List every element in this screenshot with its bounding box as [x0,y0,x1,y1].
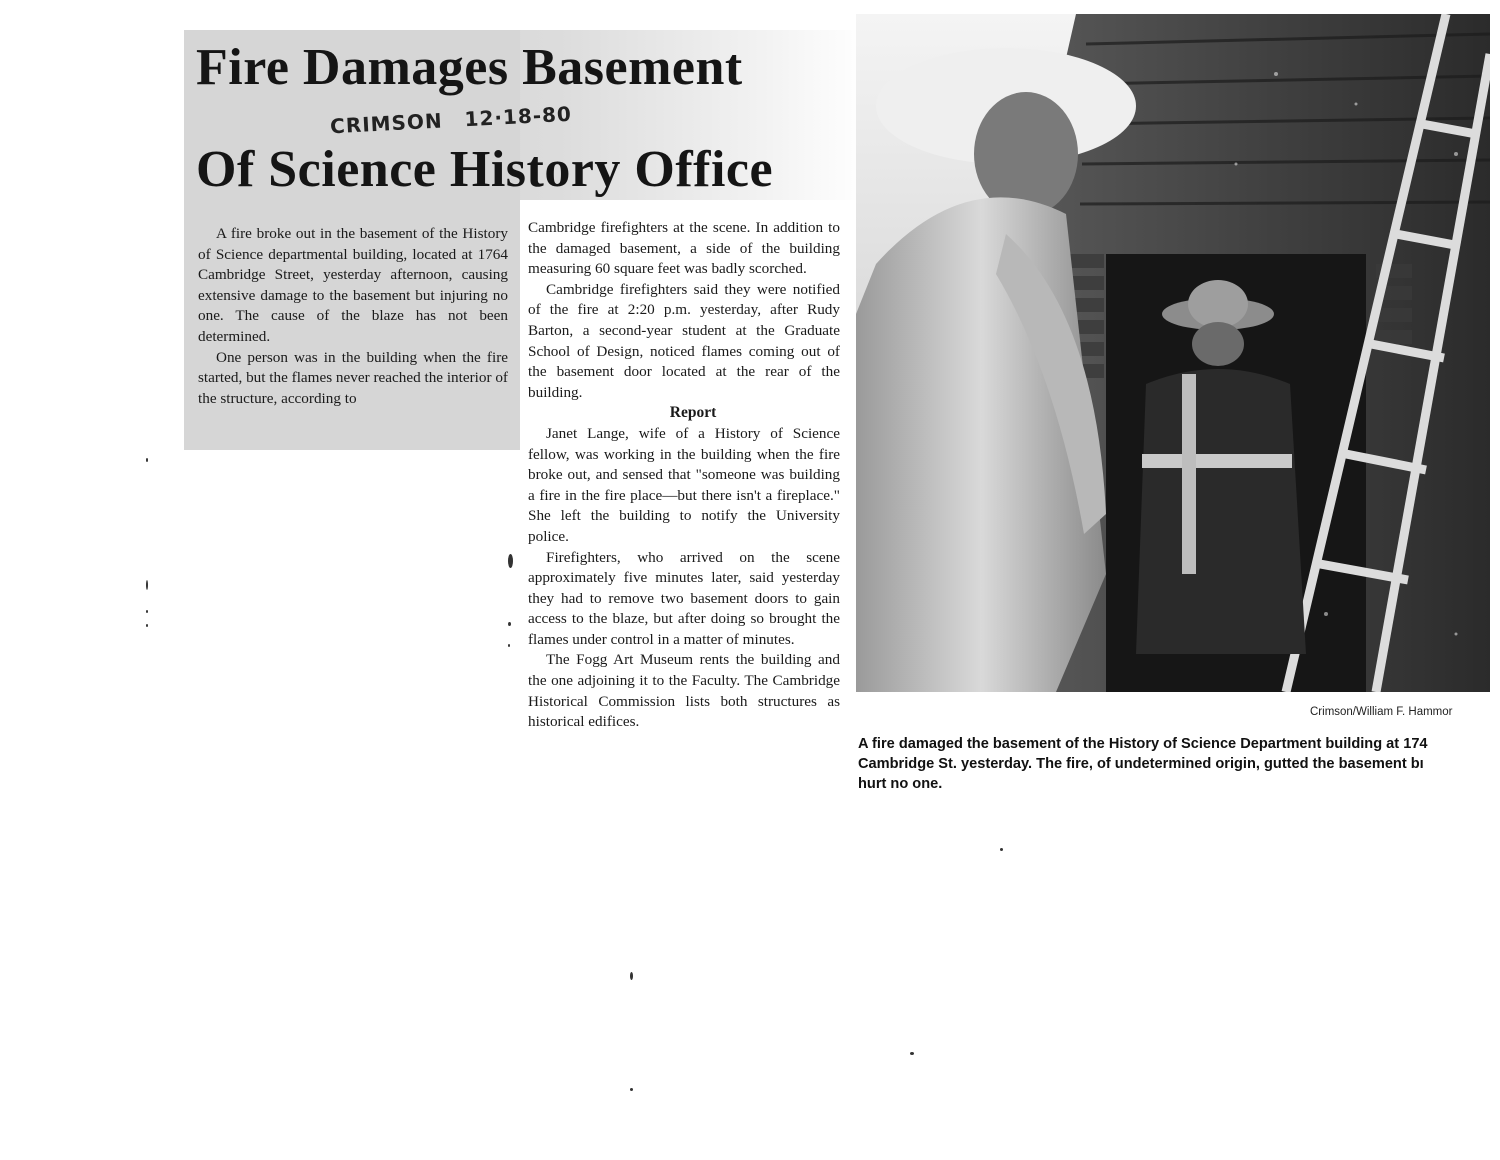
paragraph: Janet Lange, wife of a History of Science fellow, was working in the building when the fire broke out, and sensed that "someone was building a fire in the fire place—but there isn't a fireplace." She left the building to notify the University police. [528,424,840,545]
article-column-1 [198,224,508,409]
firefighters-photo-illustration [856,14,1490,692]
caption-line: hurt no one. [858,776,943,792]
paragraph: The Fogg Art Museum rents the building and the one adjoining it to the Faculty. The Cambridge Historical Commission lists both structures as historical edifices. [528,651,840,731]
headline-line-1: Fire Damages Basement [196,39,743,96]
paragraph: A fire broke out in the basement of the History of Science departmental building, located at 1764 Cambridge Street, yesterday afternoon, causing extensive damage to the basement but injuring no one. The cause of the blaze has not been determined. [198,225,508,345]
caption-line: Cambridge St. yesterday. The fire, of undetermined origin, gutted the basement bı [858,756,1424,772]
photo-credit: Crimson/William F. Hammor [1310,706,1453,718]
caption-line: A fire damaged the basement of the History of Science Department building at 174 [858,736,1428,752]
photo-caption [858,734,1498,794]
headline-line-2: Of Science History Office [196,141,774,198]
news-photo [856,14,1490,692]
article-column-2 [528,218,840,733]
subheading: Report [669,404,717,422]
paragraph: Cambridge firefighters at the scene. In addition to the damaged basement, a side of the building measuring 60 square feet was badly scorched. [528,219,840,278]
paragraph: Cambridge firefighters said they were notified of the fire at 2:20 p.m. yesterday, after Rudy Barton, a second-year student at the Graduate School of Design, noticed flames coming out of the basement door located at the rear of the building. [528,280,840,401]
handwritten-date: 12·18-80 [463,101,573,132]
paragraph: Firefighters, who arrived on the scene approximately five minutes later, said yesterday they had to remove two basement doors to gain access to the blaze, but after doing so brought the flames under control in a matter of minutes. [528,548,840,648]
paragraph: One person was in the building when the fire started, but the flames never reached the interior of the structure, according to [198,348,508,407]
handwritten-source: CRIMSON [329,108,444,139]
